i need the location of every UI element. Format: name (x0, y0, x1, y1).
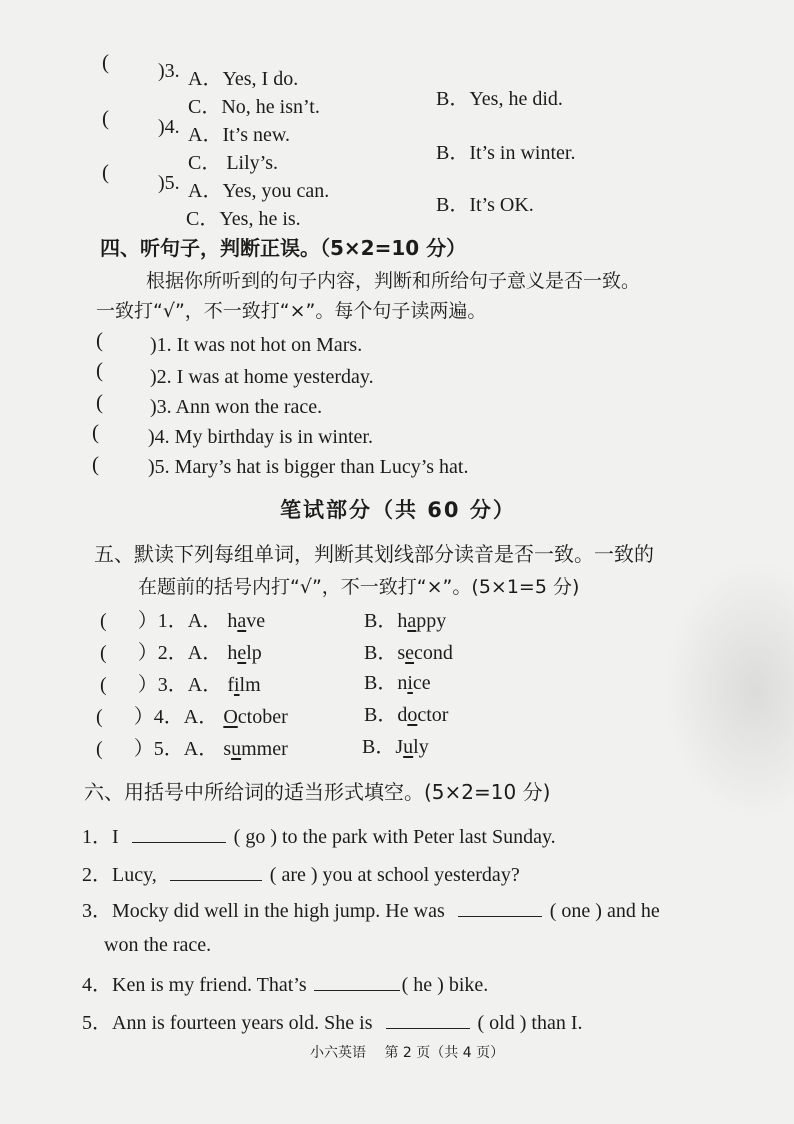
q-num: ）5．A． (133, 738, 219, 760)
answer-paren: ( (96, 738, 103, 760)
instruction-text: 一致打“√”，不一致打“×”。每个句子读两遍。 (96, 300, 487, 322)
option-b: B．It’s OK. (436, 194, 534, 216)
phonics-row (100, 636, 262, 665)
option-c: C． Lily’s. (188, 152, 279, 174)
answer-paren: ( (100, 674, 107, 696)
q-num: ）2．A． (137, 642, 223, 664)
answer-blank[interactable] (458, 898, 542, 917)
word-b: B．nice (364, 672, 431, 694)
q-num: )3. (158, 60, 180, 82)
page-footer (310, 1042, 504, 1062)
answer-paren: ( (92, 420, 99, 444)
answer-paren: ( (96, 328, 103, 352)
sentence-item: )4. My birthday is in winter. (148, 426, 373, 448)
option-a: A．Yes, you can. (188, 180, 330, 202)
footer-subject: 小六英语 (310, 1045, 366, 1061)
sentence-item: )3. Ann won the race. (150, 396, 323, 418)
answer-paren: ( (100, 610, 107, 632)
section-title: 五、默读下列每组单词，判断其划线部分读音是否一致。一致的 (94, 542, 654, 566)
written-part-title: 笔试部分（共 60 分） (280, 498, 516, 522)
answer-blank[interactable] (132, 824, 226, 843)
q-num: )4. (158, 116, 180, 138)
scan-shadow (664, 560, 794, 820)
option-a: A．It’s new. (188, 124, 291, 146)
answer-paren: ( (100, 642, 107, 664)
section-title: 六、用括号中所给词的适当形式填空。(5×2=10 分) (84, 780, 551, 804)
word-a: help (227, 642, 262, 664)
answer-blank[interactable] (314, 972, 400, 991)
q-num: ）4．A． (133, 706, 219, 728)
fill-question-4: 4．Ken is my friend. That’s ( he ) bike. (82, 974, 489, 996)
answer-paren: ( (102, 160, 109, 184)
answer-paren: ( (102, 106, 109, 130)
phonics-row (100, 604, 265, 633)
option-c: C．No, he isn’t. (188, 96, 320, 118)
word-a: summer (223, 738, 288, 760)
word-b: B．doctor (364, 704, 449, 726)
answer-paren: ( (92, 452, 99, 476)
word-b: B．July (362, 736, 429, 758)
answer-paren: ( (102, 50, 109, 74)
section-title: 四、听句子，判断正误。（5×2=10 分） (100, 236, 467, 260)
option-c: C．Yes, he is. (186, 208, 301, 230)
q-num: ）3．A． (137, 674, 223, 696)
word-a: have (227, 610, 266, 632)
instruction-text: 根据你所听到的句子内容，判断和所给句子意义是否一致。 (146, 270, 641, 292)
phonics-row (96, 700, 288, 729)
answer-paren: ( (96, 358, 103, 382)
option-a: A．Yes, I do. (188, 68, 299, 90)
answer-blank[interactable] (170, 862, 262, 881)
q-num: )5. (158, 172, 180, 194)
section-instruction: 在题前的括号内打“√”，不一致打“×”。(5×1=5 分) (138, 576, 580, 598)
option-b: B．Yes, he did. (436, 88, 563, 110)
phonics-row (96, 732, 288, 761)
option-b: B．It’s in winter. (436, 142, 576, 164)
sentence-item: )2. I was at home yesterday. (150, 366, 374, 388)
answer-paren: ( (96, 390, 103, 414)
fill-question-5: 5．Ann is fourteen years old. She is ( old ) than I. (82, 1012, 583, 1034)
q-num: ）1．A． (137, 610, 223, 632)
word-a: October (223, 706, 288, 728)
word-a: film (227, 674, 261, 696)
fill-question-2: 2．Lucy, ( are ) you at school yesterday? (82, 864, 520, 886)
word-b: B．second (364, 642, 453, 664)
fill-question-3: 3．Mocky did well in the high jump. He was ( one ) and he (82, 900, 660, 922)
phonics-row (100, 668, 261, 697)
answer-blank[interactable] (386, 1010, 470, 1029)
footer-page-number: 第 2 页（共 4 页） (384, 1045, 505, 1061)
fill-question-3-continued: won the race. (104, 934, 212, 956)
sentence-item: )1. It was not hot on Mars. (150, 334, 363, 356)
fill-question-1: 1．I ( go ) to the park with Peter last Sunday. (82, 826, 556, 848)
word-b: B．happy (364, 610, 447, 632)
sentence-item: )5. Mary’s hat is bigger than Lucy’s hat. (148, 456, 469, 478)
answer-paren: ( (96, 706, 103, 728)
